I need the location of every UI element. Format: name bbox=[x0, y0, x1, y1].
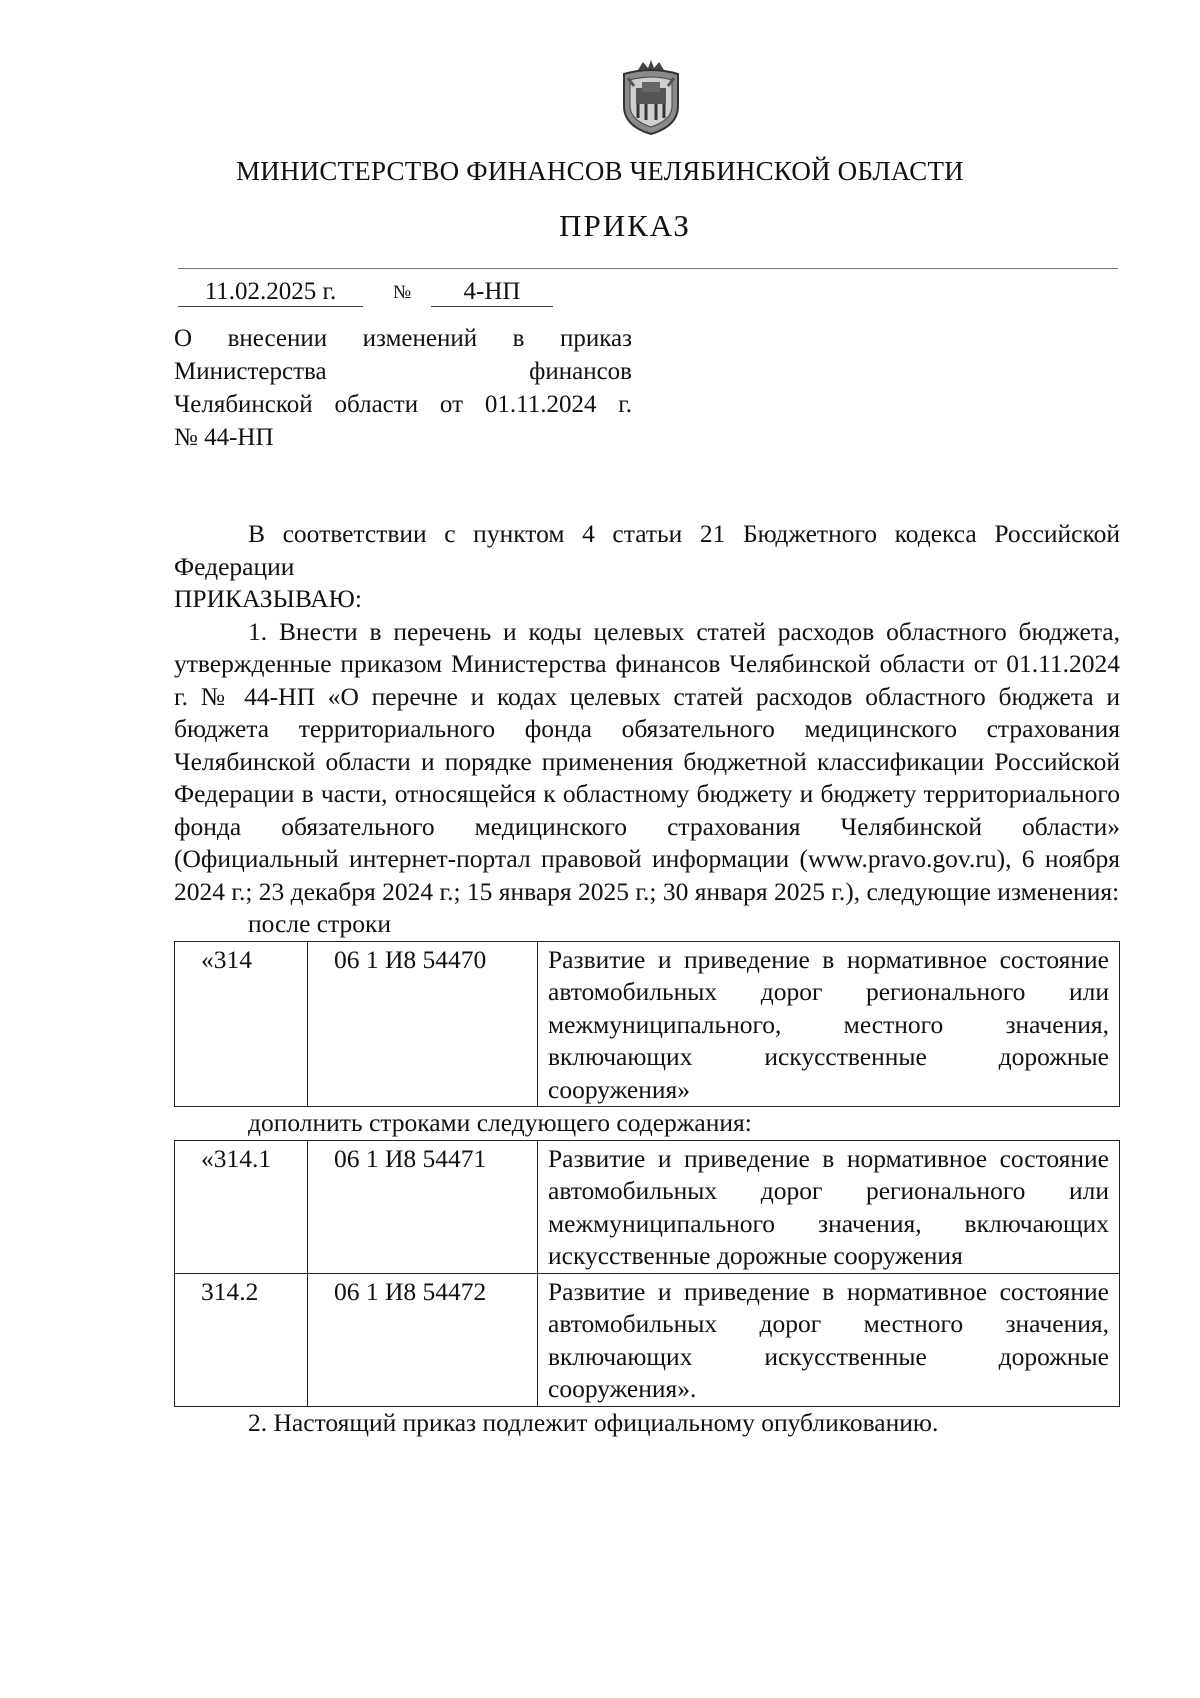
article-description: Развитие и приведение в нормативное состояние автомобильных дорог местного значения, включающих искусственные дорожные сооружения». bbox=[538, 1273, 1120, 1406]
header-divider bbox=[178, 268, 1118, 269]
table-row bbox=[175, 1140, 1120, 1273]
order-body bbox=[174, 518, 1120, 1439]
existing-row-table bbox=[174, 941, 1120, 1108]
subject-line: Министерства финансов bbox=[174, 358, 632, 385]
row-number: 314.2 bbox=[175, 1273, 308, 1406]
table-row bbox=[175, 1273, 1120, 1406]
subject-line: № 44-НП bbox=[174, 424, 274, 451]
target-article-code: 06 1 И8 54471 bbox=[308, 1140, 538, 1273]
preamble-paragraph: В соответствии с пунктом 4 статьи 21 Бюджетного кодекса Российской Федерации bbox=[174, 519, 1120, 581]
coat-of-arms-emblem bbox=[616, 56, 686, 136]
order-number: 4-НП bbox=[431, 278, 553, 307]
add-rows-label: дополнить строками следующего содержания: bbox=[248, 1108, 752, 1137]
target-article-code: 06 1 И8 54470 bbox=[308, 941, 538, 1107]
command-word: ПРИКАЗЫВАЮ: bbox=[174, 584, 362, 613]
article-description: Развитие и приведение в нормативное состояние автомобильных дорог регионального или межмуниципального значения, включающих искусственные дорожные сооружения bbox=[538, 1140, 1120, 1273]
added-rows-table bbox=[174, 1140, 1120, 1407]
row-number: «314.1 bbox=[175, 1140, 308, 1273]
table-row bbox=[175, 941, 1120, 1107]
item-2-paragraph: 2. Настоящий приказ подлежит официальному опубликованию. bbox=[248, 1407, 939, 1437]
subject-line: Челябинской области от 01.11.2024 г. bbox=[174, 391, 632, 418]
row-number: «314 bbox=[175, 941, 308, 1107]
number-sign: № bbox=[393, 282, 412, 303]
document-type-title: ПРИКАЗ bbox=[559, 208, 691, 243]
order-date: 11.02.2025 г. bbox=[178, 278, 363, 307]
target-article-code: 06 1 И8 54472 bbox=[308, 1273, 538, 1406]
article-description: Развитие и приведение в нормативное состояние автомобильных дорог регионального или межмуниципального, местного значения, включающих искусственные дорожные сооружения» bbox=[538, 941, 1120, 1107]
item-1-paragraph: 1. Внести в перечень и коды целевых статей расходов областного бюджета, утвержденные приказом Министерства финансов Челябинской области от 01.11.2024 г. № 44-НП «О перечне и кодах целевых статей расходов областного бюджета и бюджета территориального фонда обязательного медицинского страхования Челябинской области и порядке применения бюджетной классификации Российской Федерации в части, относящейся к областному бюджету и бюджету территориального фонда обязательного медицинского страхования Челябинской области» (Официальный интернет-портал правовой информации (www.pravo.gov.ru), 6 ноября 2024 г.; 23 декабря 2024 г.; 15 января 2025 г.; 30 января 2025 г.), следующие изменения: bbox=[174, 616, 1120, 906]
after-row-label: после строки bbox=[248, 909, 392, 938]
order-subject bbox=[174, 322, 632, 454]
ministry-name: МИНИСТЕРСТВО ФИНАНСОВ ЧЕЛЯБИНСКОЙ ОБЛАСТИ bbox=[236, 156, 964, 186]
subject-line: О внесении изменений в приказ bbox=[174, 325, 632, 352]
